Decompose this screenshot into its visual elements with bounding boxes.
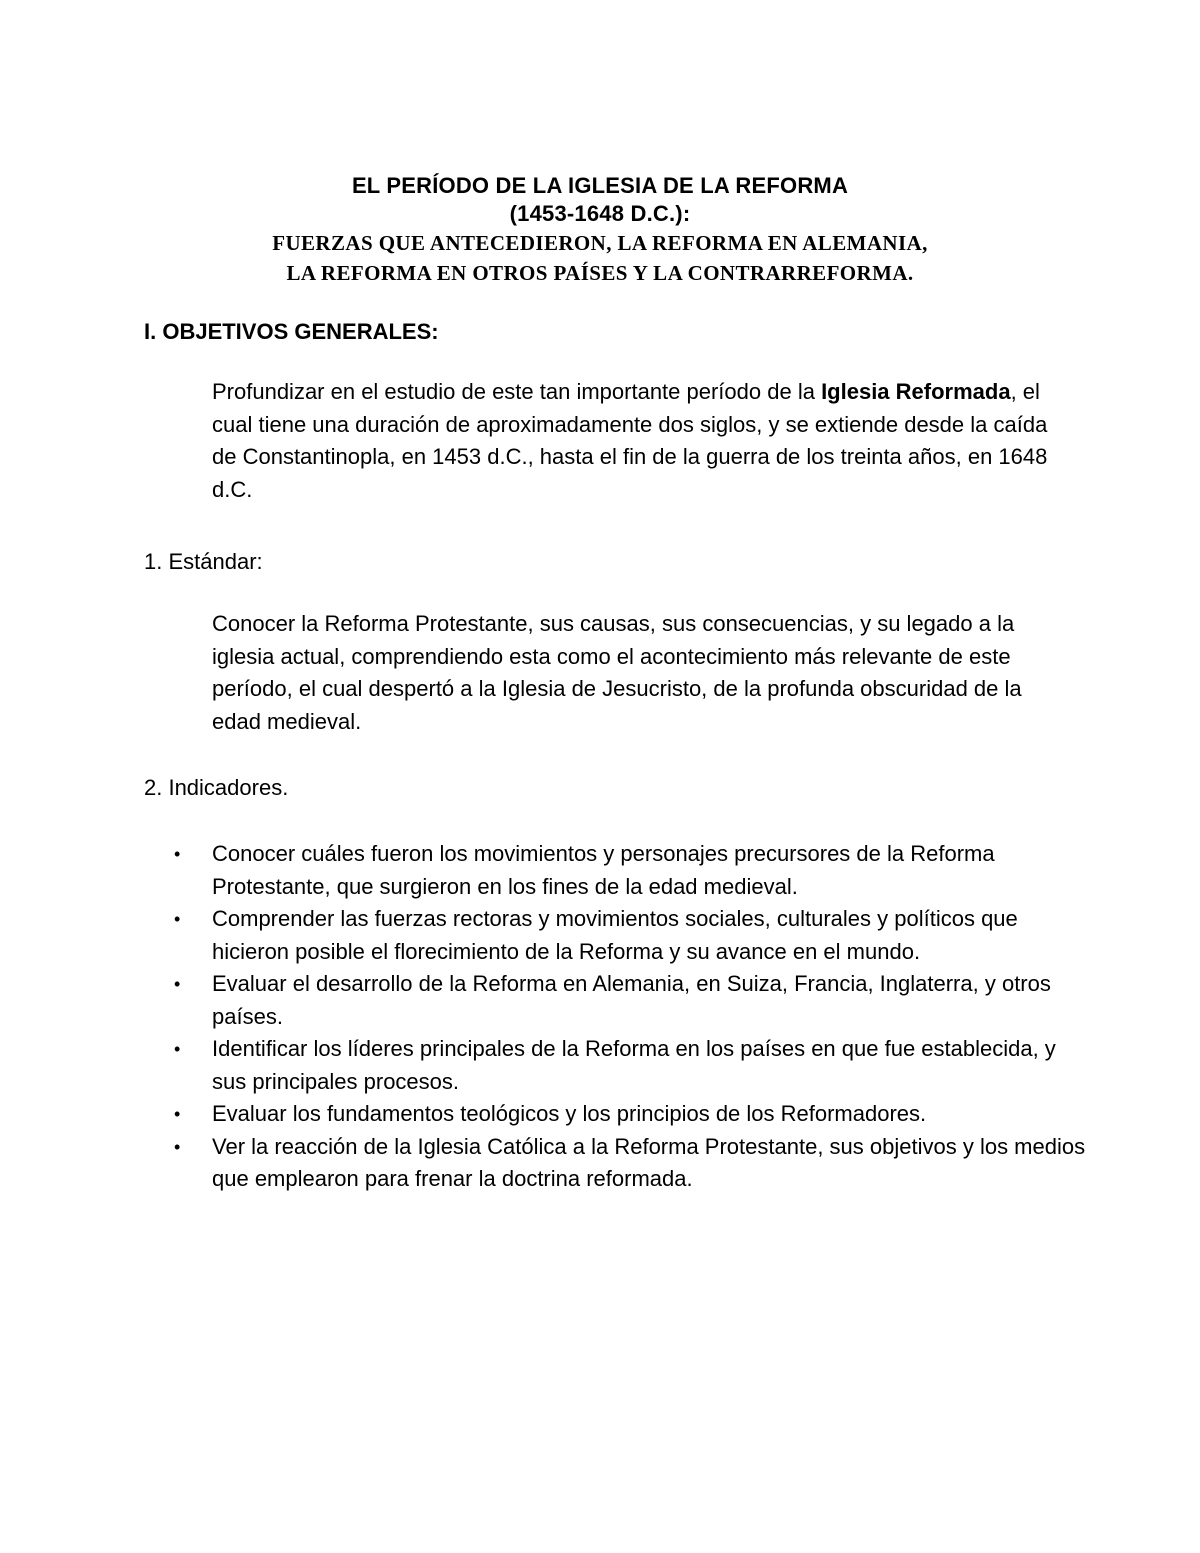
objetivos-paragraph: [212, 376, 1072, 506]
indicador-item: • Conocer cuáles fueron los movimientos y personajes precursores de la Reforma Protestante, que surgieron en los fines de la edad medieval.: [212, 838, 1092, 903]
indicador-item: • Evaluar los fundamentos teológicos y los principios de los Reformadores.: [212, 1098, 1092, 1131]
bullet-icon: •: [174, 1039, 181, 1059]
iglesia-reformada-bold: Iglesia Reformada: [821, 379, 1011, 404]
document-title-dates: (1453-1648 D.C.):: [509, 201, 691, 226]
indicadores-heading: 2. Indicadores.: [144, 775, 289, 800]
bullet-icon: •: [174, 844, 181, 864]
objetivos-text-end: , el cual tiene una duración de aproximadamente dos siglos, y se extiende desde la caída de Constantinopla, en 1453 d.C., hasta el fin de la guerra de los treinta años, en 1648 d.C.: [212, 379, 1048, 502]
indicador-item: • Comprender las fuerzas rectoras y movimientos sociales, culturales y políticos que hicieron posible el florecimiento de la Reforma y su avance en el mundo.: [212, 903, 1092, 968]
bullet-icon: •: [174, 1136, 181, 1157]
estandar-heading: 1. Estándar:: [144, 549, 263, 574]
indicador-item: • Evaluar el desarrollo de la Reforma en Alemania, en Suiza, Francia, Inglaterra, y otros países.: [212, 968, 1092, 1033]
bullet-icon: •: [174, 1104, 181, 1124]
document-subtitle-line1: FUERZAS QUE ANTECEDIERON, LA REFORMA EN ALEMANIA,: [272, 231, 928, 255]
document-subtitle-line2: LA REFORMA EN OTROS PAÍSES Y LA CONTRARREFORMA.: [286, 261, 914, 285]
estandar-paragraph: Conocer la Reforma Protestante, sus causas, sus consecuencias, y su legado a la iglesia actual, comprendiendo esta como el acontecimiento más relevante de este período, el cual despertó a la Iglesia de Jesucristo, de la profunda obscuridad de la edad medieval.: [212, 611, 1022, 734]
bullet-icon: •: [174, 909, 181, 929]
document-title: EL PERÍODO DE LA IGLESIA DE LA REFORMA: [351, 173, 849, 198]
objetivos-heading: I. OBJETIVOS GENERALES:: [144, 319, 439, 344]
bullet-icon: •: [174, 974, 181, 994]
document-title-block: [0, 172, 1200, 288]
indicador-item: • Ver la reacción de la Iglesia Católica a la Reforma Protestante, sus objetivos y los medios que emplearon para frenar la doctrina reformada.: [212, 1131, 1092, 1196]
objetivos-text-start: Profundizar en el estudio de este tan importante período de la: [212, 379, 822, 404]
indicadores-list: [174, 838, 1092, 1196]
indicador-item: • Identificar los líderes principales de la Reforma en los países en que fue establecida, y sus principales procesos.: [212, 1033, 1092, 1098]
